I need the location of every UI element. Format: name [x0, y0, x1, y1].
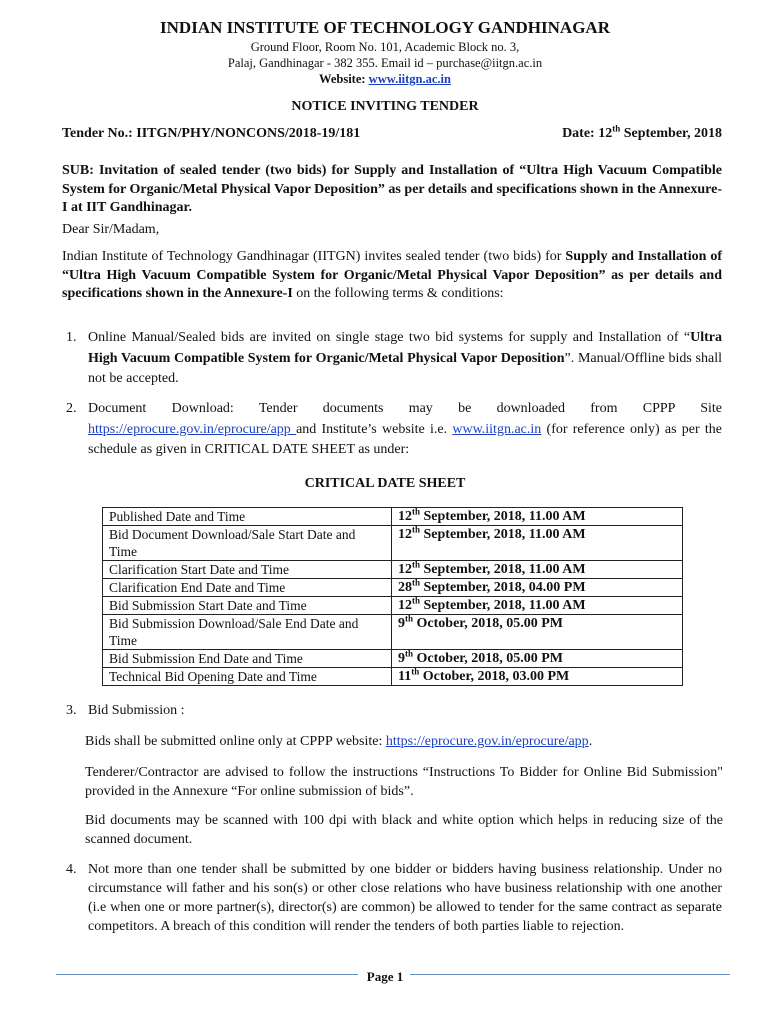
iitgn-link[interactable]: www.iitgn.ac.in — [452, 421, 542, 437]
address-line-1: Ground Floor, Room No. 101, Academic Block no. 3, — [250, 40, 520, 54]
salutation: Dear Sir/Madam, — [62, 222, 160, 237]
institute-name: INDIAN INSTITUTE OF TECHNOLOGY GANDHINAGAR — [160, 18, 610, 37]
list-item-3: 3. Bid Submission : — [66, 703, 185, 718]
table-row — [103, 508, 683, 526]
subject-paragraph: SUB: Invitation of sealed tender (two bids) for Supply and Installation of “Ultra High Vacuum Compatible System for Organic/Metal Physical Vapor Deposition” as per details and specifications shown in the Annexure-I at IIT Gandhinagar. — [62, 163, 722, 215]
date-label: Clarification Start Date and Time — [103, 561, 392, 579]
date-label: Published Date and Time — [103, 508, 392, 526]
date-value: 12th September, 2018, 11.00 AM — [392, 597, 683, 615]
critical-date-table — [102, 507, 683, 686]
tender-number: Tender No.: IITGN/PHY/NONCONS/2018-19/181 — [62, 126, 361, 141]
bid-submission-paragraph-2: Tenderer/Contractor are advised to follow the instructions “Instructions To Bidder for Online Bid Submission" provided in the Annexure “For online submission of bids”. — [85, 765, 723, 799]
date-value: 9th October, 2018, 05.00 PM — [392, 615, 683, 650]
address-line-2: Palaj, Gandhinagar - 382 355. Email id – purchase@iitgn.ac.in — [227, 56, 543, 70]
table-row — [103, 526, 683, 561]
table-row — [103, 668, 683, 686]
date-label: Bid Submission Download/Sale End Date and Time — [103, 615, 392, 650]
date-label: Technical Bid Opening Date and Time — [103, 668, 392, 686]
table-row — [103, 561, 683, 579]
page-number: Page 1 — [366, 969, 404, 984]
website-link[interactable]: www.iitgn.ac.in — [368, 72, 451, 86]
date-label: Bid Submission Start Date and Time — [103, 597, 392, 615]
date-label: Bid Document Download/Sale Start Date and Time — [103, 526, 392, 561]
list-item-4: 4. Not more than one tender shall be submitted by one bidder or bidders having business relationship. Under no circumstance will father and his son(s) or other close relations who have business relationship with one another (i.e when one or more partner(s), director(s) are common) be allowed to tender for the same contract as separate competitors. A breach of this condition will render the tenders of both parties liable to rejection. — [66, 862, 722, 934]
eprocure-link[interactable]: https://eprocure.gov.in/eprocure/app — [385, 734, 589, 749]
table-row — [103, 597, 683, 615]
date-label: Bid Submission End Date and Time — [103, 650, 392, 668]
cppp-link[interactable]: https://eprocure.gov.in/eprocure/app — [88, 421, 297, 437]
list-item-1: 1. Online Manual/Sealed bids are invited on single stage two bid systems for supply and Installation of “Ultra High Vacuum Compatible System for Organic/Metal Physical Vapor Deposition”. Manual/Offline bids shall not be accepted. — [66, 330, 723, 386]
website-label: Website: — [319, 72, 369, 86]
date-value: 12th September, 2018, 11.00 AM — [392, 561, 683, 579]
bid-submission-paragraph-1: Bids shall be submitted online only at CPPP website: https://eprocure.gov.in/eprocure/app. — [85, 734, 593, 749]
list-item-2: 2. Document Download: Tender documents may be downloaded from CPPP Site https://eprocure.gov.in/eprocure/app and Institute’s website i.e. www.iitgn.ac.in (for reference only) as per the schedule as given in CRITICAL DATE SHEET as under: — [66, 401, 722, 457]
date-value: 28th September, 2018, 04.00 PM — [392, 579, 683, 597]
website-line — [0, 72, 770, 87]
tender-date: Date: 12th September, 2018 — [562, 123, 722, 141]
intro-paragraph: Indian Institute of Technology Gandhinagar (IITGN) invites sealed tender (two bids) for Supply and Installation of “Ultra High Vacuum Compatible System for Organic/Metal Physical Vapor Deposition” as per details and specifications shown in the Annexure-I on the following terms & conditions: — [62, 249, 722, 301]
bid-submission-paragraph-3: Bid documents may be scanned with 100 dpi with black and white option which helps in reducing size of the scanned document. — [85, 813, 723, 847]
critical-date-sheet-title: CRITICAL DATE SHEET — [304, 476, 466, 491]
table-row — [103, 650, 683, 668]
date-value: 9th October, 2018, 05.00 PM — [392, 650, 683, 668]
tender-info-line — [62, 123, 722, 142]
date-value: 12th September, 2018, 11.00 AM — [392, 508, 683, 526]
date-value: 11th October, 2018, 03.00 PM — [392, 668, 683, 686]
date-label: Clarification End Date and Time — [103, 579, 392, 597]
table-row — [103, 615, 683, 650]
notice-title: NOTICE INVITING TENDER — [291, 99, 479, 114]
table-row — [103, 579, 683, 597]
date-value: 12th September, 2018, 11.00 AM — [392, 526, 683, 561]
